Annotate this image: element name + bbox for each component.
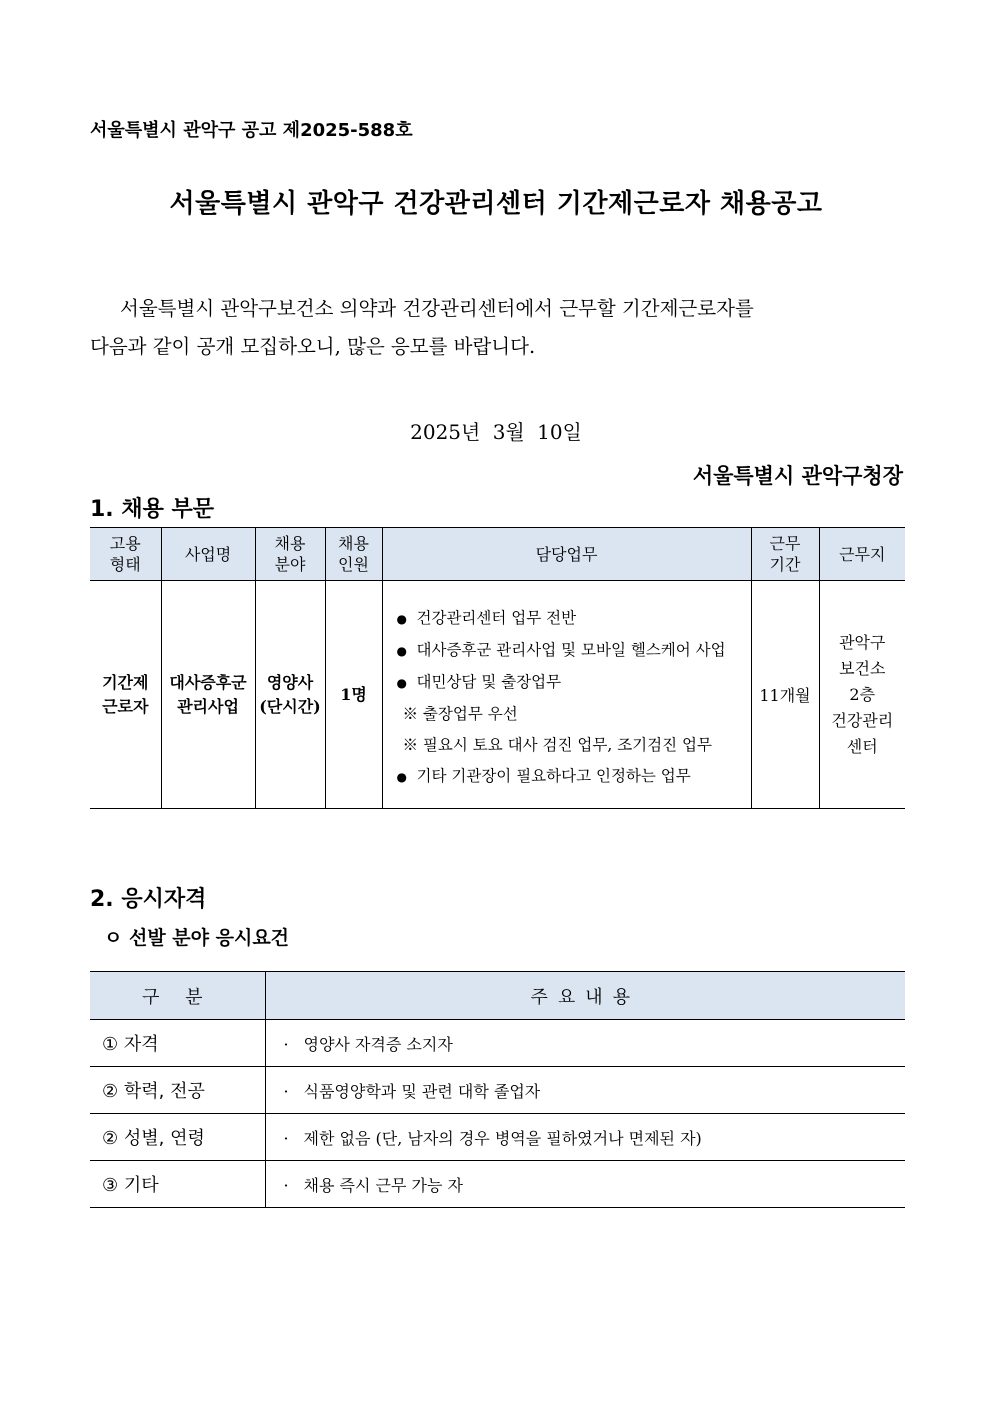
notice-number: 서울특별시 관악구 공고 제2025-588호 bbox=[90, 120, 413, 141]
section-1-heading: 1. 채용 부문 bbox=[90, 497, 214, 522]
header-period: 근무 기간 bbox=[751, 528, 819, 581]
row-value: · 채용 즉시 근무 가능 자 bbox=[265, 1161, 905, 1208]
section-2-heading: 2. 응시자격 bbox=[90, 887, 207, 912]
intro-line-1: 서울특별시 관악구보건소 의약과 건강관리센터에서 근무할 기간제근로자를 bbox=[120, 297, 754, 320]
duty-note: ※ 출장업무 우선 bbox=[402, 704, 518, 723]
duty-item: ● 기타 기관장이 필요하다고 인정하는 업무 bbox=[397, 761, 751, 793]
cell-period: 11개월 bbox=[751, 581, 819, 809]
bullet-icon: ● bbox=[396, 611, 407, 626]
cell-field: 영양사 (단시간) bbox=[255, 581, 325, 809]
header-location: 근무지 bbox=[819, 528, 905, 581]
recruitment-header-row bbox=[90, 528, 905, 581]
duty-note: ※ 필요시 토요 대사 검진 업무, 조기검진 업무 bbox=[402, 735, 712, 754]
duty-item: ● 대사증후군 관리사업 및 모바일 헬스케어 사업 bbox=[397, 635, 751, 667]
intro-paragraph bbox=[90, 290, 905, 366]
duty-item: ● 대민상담 및 출장업무 bbox=[397, 667, 751, 699]
table-row bbox=[90, 1067, 905, 1114]
qualification-header-row bbox=[90, 972, 905, 1020]
header-field: 채용 분야 bbox=[255, 528, 325, 581]
bullet-icon: ● bbox=[396, 675, 407, 690]
row-label: ① 자격 bbox=[90, 1020, 265, 1067]
header-employment-type: 고용 형태 bbox=[90, 528, 161, 581]
row-value: · 제한 없음 (단, 남자의 경우 병역을 필하였거나 면제된 자) bbox=[265, 1114, 905, 1161]
cell-project: 대사증후군 관리사업 bbox=[161, 581, 255, 809]
cell-location: 관악구 보건소 2층 건강관리 센터 bbox=[819, 581, 905, 809]
section-2-subheading: ㅇ 선발 분야 응시요건 bbox=[104, 927, 290, 949]
row-label: ③ 기타 bbox=[90, 1161, 265, 1208]
recruitment-table bbox=[90, 527, 905, 809]
row-value: · 식품영양학과 및 관련 대학 졸업자 bbox=[265, 1067, 905, 1114]
row-label: ② 성별, 연령 bbox=[90, 1114, 265, 1161]
header-content: 주요내용 bbox=[265, 972, 905, 1020]
page-title: 서울특별시 관악구 건강관리센터 기간제근로자 채용공고 bbox=[169, 189, 823, 219]
cell-duties bbox=[382, 581, 751, 809]
bullet-icon: ● bbox=[396, 769, 407, 784]
cell-employment-type: 기간제 근로자 bbox=[90, 581, 161, 809]
duty-item: ● 건강관리센터 업무 전반 bbox=[397, 603, 751, 635]
table-row bbox=[90, 1161, 905, 1208]
notice-date: 2025년 3월 10일 bbox=[410, 420, 582, 444]
row-label: ② 학력, 전공 bbox=[90, 1067, 265, 1114]
header-project: 사업명 bbox=[161, 528, 255, 581]
table-row bbox=[90, 1020, 905, 1067]
header-headcount: 채용 인원 bbox=[325, 528, 382, 581]
header-category: 구 분 bbox=[90, 972, 265, 1020]
signer: 서울특별시 관악구청장 bbox=[692, 464, 903, 488]
table-row bbox=[90, 1114, 905, 1161]
intro-line-2: 다음과 같이 공개 모집하오니, 많은 응모를 바랍니다. bbox=[90, 335, 536, 358]
row-value: · 영양사 자격증 소지자 bbox=[265, 1020, 905, 1067]
header-duties: 담당업무 bbox=[382, 528, 751, 581]
bullet-icon: ● bbox=[396, 643, 407, 658]
qualification-table bbox=[90, 971, 905, 1208]
recruitment-row bbox=[90, 581, 905, 809]
cell-headcount: 1명 bbox=[325, 581, 382, 809]
